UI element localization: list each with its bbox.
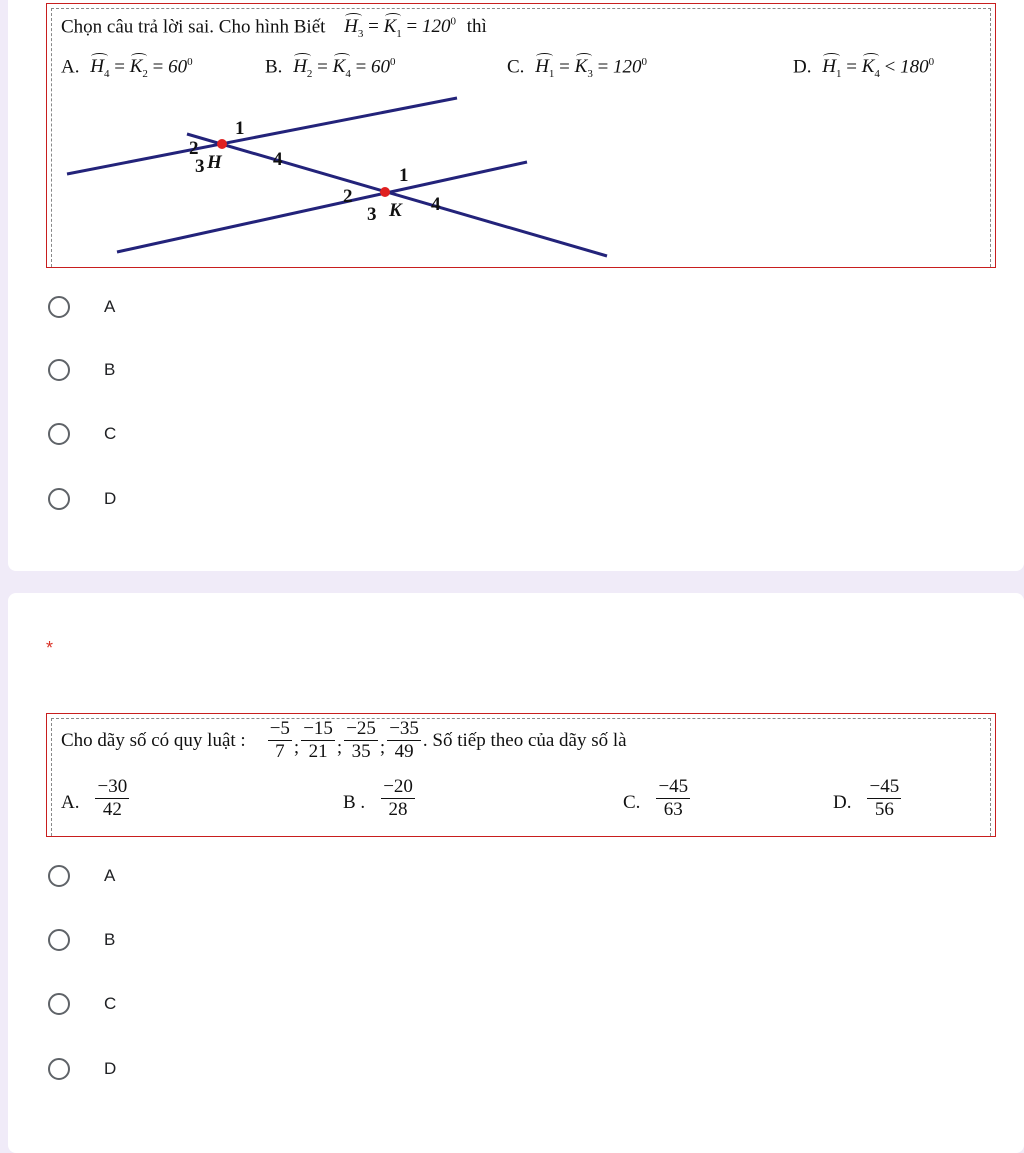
H-angle-4: 4 [273,149,283,170]
option-a[interactable] [8,287,408,327]
option-b[interactable] [8,350,408,390]
sequence-term: $\frac{-35}{49}$ [389,718,419,762]
K-angle-2: 2 [343,186,353,207]
option-c[interactable] [8,414,408,454]
choice-a: A. $H_4 = K_2 = 60^0$ [61,56,193,81]
radio-button[interactable] [48,488,70,510]
choice-c: C. $H_1 = K_3 = 120^0$ [507,56,648,81]
option-d[interactable] [8,479,408,519]
option-label: D [104,489,117,508]
sequence-separator: ; [379,736,386,758]
radio-button[interactable] [48,359,70,381]
line-through-K [117,162,527,252]
radio-button[interactable] [48,865,70,887]
option-d[interactable] [8,1049,408,1089]
transversal-line [187,134,607,256]
radio-button[interactable] [48,993,70,1015]
question-2-image [46,713,996,837]
choice-d: D. $\frac{-45}{56}$ [833,776,900,820]
radio-button[interactable] [48,929,70,951]
option-label: C [104,994,117,1013]
choice-c: C. $\frac{-45}{63}$ [623,776,689,820]
question-card-1 [8,0,1024,571]
sequence-separator: ; [336,736,343,758]
radio-button[interactable] [48,1058,70,1080]
choice-d: D. $H_1 = K_4 < 180^0$ [793,56,935,81]
question-1-statement [61,16,487,40]
option-label: A [104,297,116,316]
angles-figure [47,86,647,266]
H-angle-2: 2 [189,138,199,159]
option-label: B [104,930,116,949]
K-angle-1: 1 [399,165,409,186]
option-label: B [104,360,116,379]
question-1-image [46,3,996,268]
question-card-2 [8,593,1024,1153]
choice-b: B. $H_2 = K_4 = 60^0$ [265,56,396,81]
option-label: C [104,424,117,443]
option-b[interactable] [8,920,408,960]
H-label: H [207,152,222,173]
option-label: A [104,866,116,885]
radio-button[interactable] [48,296,70,318]
then-word: thì [466,16,487,38]
H-angle-3: 3 [195,156,205,177]
sequence-term: $\frac{-25}{35}$ [346,718,376,762]
option-c[interactable] [8,984,408,1024]
option-a[interactable] [8,856,408,896]
question-2-intro: Cho dãy số có quy luật : [61,729,246,751]
point-H [217,139,227,149]
question-1-intro: Chọn câu trả lời sai. Cho hình Biết [61,16,326,38]
required-asterisk: * [46,638,54,658]
question-2-statement [61,718,627,763]
question-2-outro: . Số tiếp theo của dãy số là [422,729,627,751]
K-label: K [389,200,402,221]
radio-button[interactable] [48,423,70,445]
option-label: D [104,1059,117,1078]
point-K [380,187,390,197]
given-equation: $H_3 = K_1 = 120^0$ [344,16,457,41]
K-angle-4: 4 [431,194,441,215]
sequence-term: $\frac{-5}{7}$ [269,718,290,762]
sequence [266,718,423,763]
choice-b: B . $\frac{-20}{28}$ [343,776,413,820]
sequence-separator: ; [293,736,300,758]
choice-a: A. $\frac{-30}{42}$ [61,776,128,820]
sequence-term: $\frac{-15}{21}$ [303,718,333,762]
H-angle-1: 1 [235,118,245,139]
line-through-H [67,98,457,174]
K-angle-3: 3 [367,204,377,225]
